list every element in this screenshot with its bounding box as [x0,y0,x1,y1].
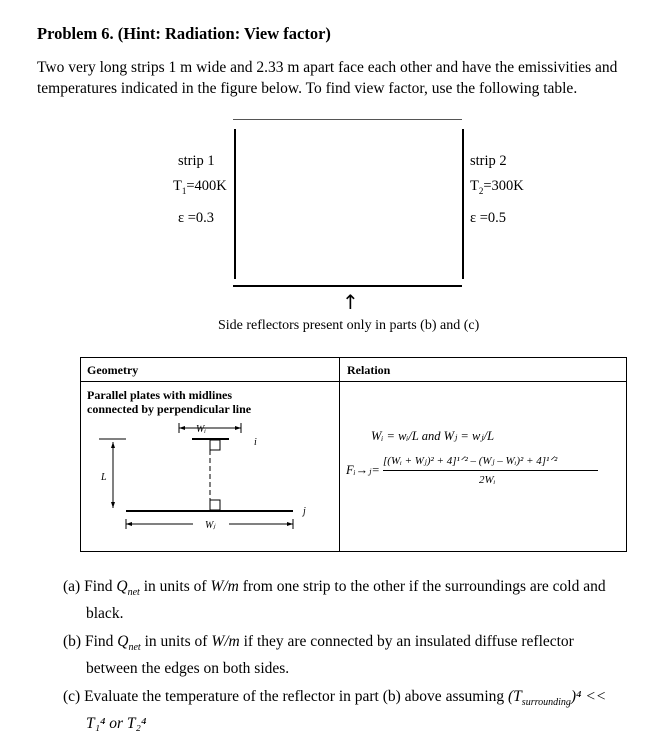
view-factor-denominator: 2Wᵢ [479,474,496,486]
text: in units of [140,633,212,650]
t-symbol: (T [508,688,522,705]
q-subscript: net [128,642,141,654]
question-b [63,631,643,679]
figure-caption: Side reflectors present only in parts (b) and (c) [218,318,480,333]
geometry-description [87,388,251,416]
text: if they are connected by an insulated diffuse reflector [239,633,574,650]
question-label: (c) [63,688,81,705]
text: in units of [139,578,211,595]
strip-2-name: strip 2 [470,153,507,169]
question-continuation: T₁⁴ or T₂⁴ [86,715,147,733]
strip-2-emissivity: ε =0.5 [470,210,507,226]
text: Evaluate the temperature of the reflector in part (b) above assuming [84,688,508,705]
column-divider [339,358,340,551]
temp-symbol: T [470,178,479,194]
bottom-reflector-line [233,285,462,287]
question-label: (b) [63,633,82,650]
question-continuation: between the edges on both sides. [86,660,290,678]
view-factor-table [80,357,627,552]
text: from one strip to the other if the surroundings are cold and [238,578,606,595]
top-reflector-line [233,119,462,120]
strip-1-emissivity: ε =0.3 [178,210,215,226]
fraction-bar [383,470,598,471]
q-symbol: Q [117,633,129,650]
geometry-line-1: Parallel plates with midlines [87,388,232,402]
strip-2-temperature [470,178,524,196]
question-label: (a) [63,578,81,595]
text: Find [84,633,118,650]
strip-1-temperature [173,178,227,196]
question-c [63,686,643,734]
temp-value: =400K [186,178,227,194]
j-label: j [303,506,306,517]
relation-header: Relation [347,363,391,377]
problem-statement [37,57,637,99]
t-subscript: surrounding [521,697,571,709]
geometry-header: Geometry [87,363,139,377]
wj-label: Wⱼ [205,520,216,531]
temp-value: =300K [483,178,524,194]
wi-label: Wᵢ [196,424,206,435]
l-label: L [101,472,107,483]
problem-title: Problem 6. (Hint: Radiation: View factor) [37,24,331,43]
question-a [63,576,643,624]
text: Find [84,578,117,595]
up-arrow-icon: ↑ [342,290,359,314]
temp-subscript: 2 [478,185,484,196]
question-continuation: black. [86,605,124,623]
view-factor-lhs: Fᵢ→ⱼ= [346,463,380,477]
strip-1-name: strip 1 [178,153,215,169]
q-subscript: net [127,587,140,599]
unit: W/m [211,633,240,650]
statement-line-2: temperatures indicated in the figure below. To find view factor, use the following table. [37,80,578,97]
q-symbol: Q [116,578,128,595]
text: )⁴ << [570,688,607,705]
relation-definitions: Wᵢ = wᵢ/L and Wⱼ = wⱼ/L [371,429,495,443]
unit: W/m [210,578,239,595]
strip-2-line [462,129,464,279]
strip-1-line [234,129,236,279]
header-divider [81,381,626,382]
statement-line-1: Two very long strips 1 m wide and 2.33 m apart face each other and have the emissivities and [37,59,618,76]
i-label: i [254,437,257,448]
temp-subscript: 1 [181,185,187,196]
temp-symbol: T [173,178,182,194]
parallel-plates-diagram [81,418,339,548]
view-factor-numerator: [(Wᵢ + Wⱼ)² + 4]¹ᐟ² – (Wⱼ – Wᵢ)² + 4]¹ᐟ² [383,455,558,467]
geometry-line-2: connected by perpendicular line [87,402,252,416]
